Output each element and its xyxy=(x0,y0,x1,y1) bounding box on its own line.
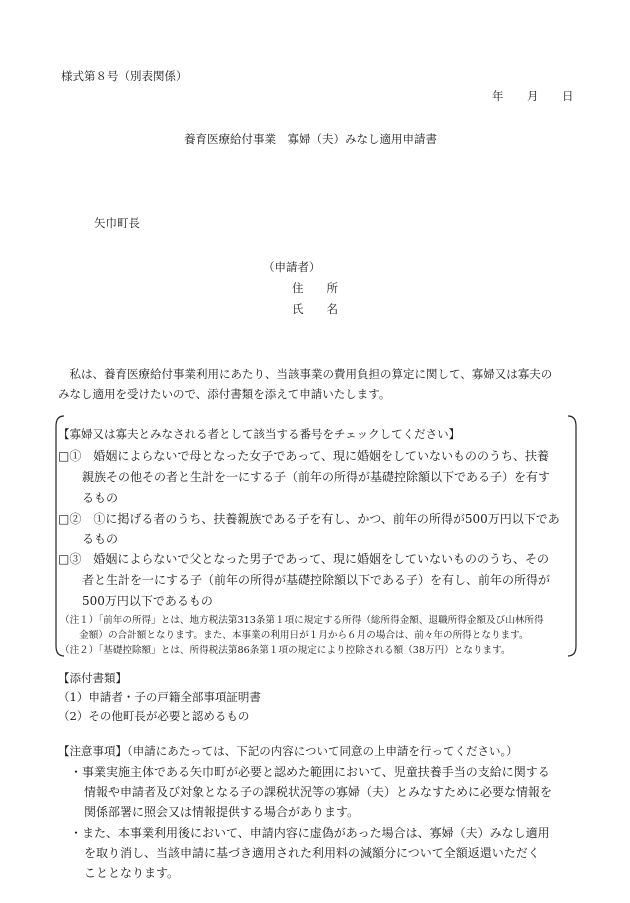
caution-item-2-line: こととなります。 xyxy=(84,866,180,880)
caution-item-2: ・また、本事業利用後において、申請内容に虚偽があった場合は、寡婦（夫）みなし適用 xyxy=(70,826,550,840)
check-heading: 【寡婦又は寡夫とみなされる者として該当する番号をチェックしてください】 xyxy=(58,427,461,441)
check-item-3-line: 500万円以下であるもの xyxy=(82,594,213,608)
attachment-item: （1）申請者・子の戸籍全部事項証明書 xyxy=(58,690,261,704)
name-label: 氏 名 xyxy=(292,302,338,316)
intro-line: みなし適用を受けたいので、添付書類を添えて申請いたします。 xyxy=(58,387,391,401)
date-year: 年 xyxy=(492,89,504,103)
note-2: （注２）「基礎控除額」とは、所得税法第86条第１項の規定により控除される額（38万円）となります。 xyxy=(60,645,511,656)
form-number: 様式第８号（別表関係） xyxy=(61,69,188,83)
check-item-3-line: 者と生計を一にする子（前年の所得が基礎控除額以下である子）を有し、前年の所得が xyxy=(82,573,551,587)
cautions-heading: 【注意事項】（申請にあたっては、下記の内容について同意の上申請を行ってください。） xyxy=(58,744,518,758)
caution-item-1-line: 情報や申請者及び対象となる子の課税状況等の寡婦（夫）とみなすために必要な情報を xyxy=(84,785,553,799)
date-month: 月 xyxy=(527,89,539,103)
check-item-1-line: るもの xyxy=(82,491,119,505)
check-item-1-line: 親族その他その者と生計を一にする子（前年の所得が基礎控除額以下である子）を有す xyxy=(82,470,551,484)
addressee: 矢巾町長 xyxy=(94,216,140,230)
caution-item-1: ・事業実施主体である矢巾町が必要と認めた範囲において、児童扶養手当の支給に関する xyxy=(70,765,550,779)
check-item-3[interactable]: □③ 婚姻によらないで父となった男子であって、現に婚姻をしていないもののうち、その xyxy=(58,552,549,566)
caution-item-1-line: 関係部署に照会又は情報提供する場合があります。 xyxy=(84,805,360,819)
address-label: 住 所 xyxy=(292,281,338,295)
caution-item-2-line: を取り消し、当該申請に基づき適用された利用料の減額分について全額返還いただく xyxy=(84,846,540,860)
document-title: 養育医療給付事業 寡婦（夫）みなし適用申請書 xyxy=(184,132,437,146)
note-1: （注１）「前年の所得」とは、地方税法第313条第１項に規定する所得（総所得金額、退職所得金額及び山林所得 xyxy=(60,615,544,626)
note-1-continued: 金額）の合計額となります。また、本事業の利用日が１月から６月の場合は、前々年の所得となります。 xyxy=(60,630,529,641)
intro-line: 私は、養育医療給付事業利用にあたり、当該事業の費用負担の算定に関して、寡婦又は寡夫の xyxy=(58,367,553,381)
check-item-1[interactable]: □① 婚姻によらないで母となった女子であって、現に婚姻をしていないもののうち、扶養 xyxy=(58,449,549,463)
attachment-item: （2）その他町長が必要と認めるもの xyxy=(58,709,250,723)
check-item-2-line: るもの xyxy=(82,532,119,546)
check-item-2[interactable]: □② ①に掲げる者のうち、扶養親族である子を有し、かつ、前年の所得が500万円以下であ xyxy=(58,512,560,526)
attachments-heading: 【添付書類】 xyxy=(58,671,127,685)
date-day: 日 xyxy=(562,89,574,103)
applicant-heading: （申請者） xyxy=(263,260,321,274)
